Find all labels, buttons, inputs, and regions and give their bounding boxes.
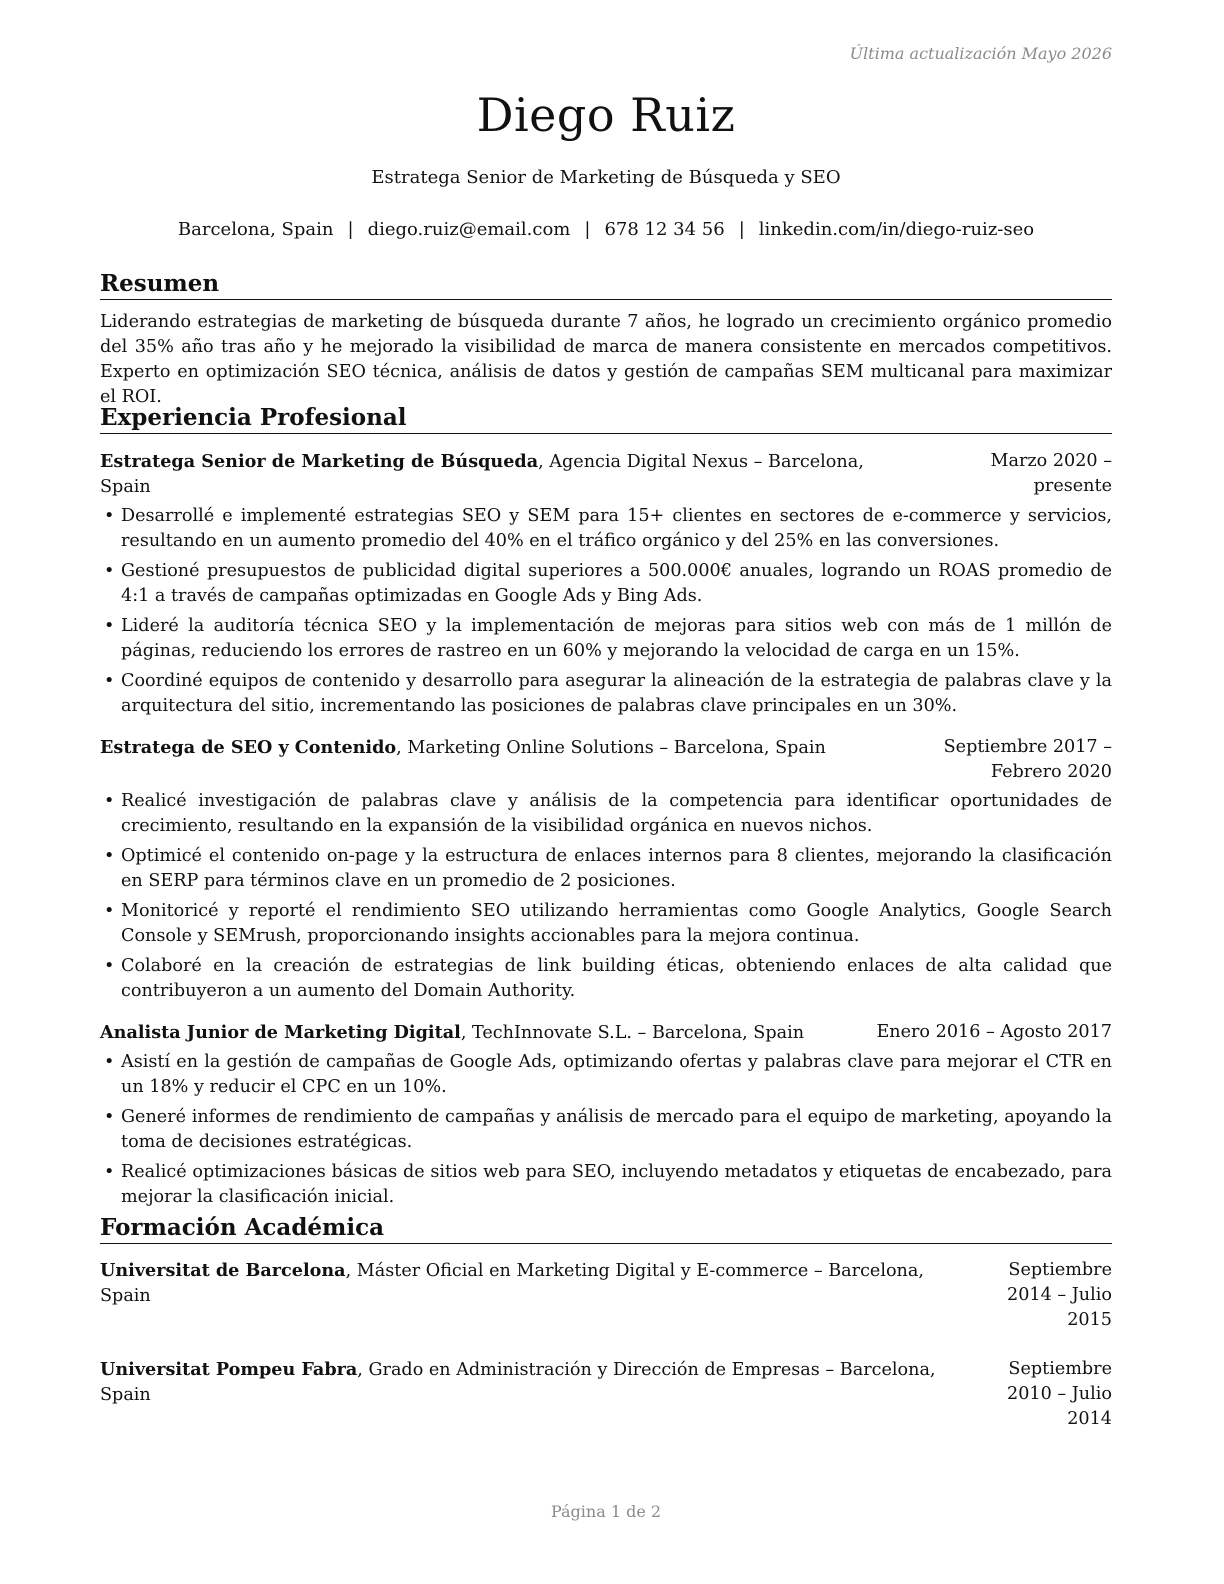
experience-section — [100, 404, 1112, 1215]
job-dates: Septiembre 2017 – Febrero 2020 — [943, 737, 1112, 782]
contact-separator: | — [738, 219, 745, 240]
list-item: • Optimicé el contenido on-page y la estructura de enlaces internos para 8 clientes, mejorando la clasificación en SERP para términos clave en un promedio de 2 posiciones. — [104, 846, 1112, 891]
bullet-icon: • — [104, 671, 115, 691]
bullet-icon: • — [104, 1052, 115, 1072]
list-item: • Asistí en la gestión de campañas de Google Ads, optimizando ofertas y palabras clave para mejorar el CTR en un 18% y reducir el CPC en un 10%. — [104, 1052, 1112, 1097]
education-degree: , Máster Oficial en Marketing Digital y E-commerce – Barcelona, Spain — [100, 1261, 924, 1306]
list-item: • Realicé investigación de palabras clave y análisis de la competencia para identificar oportunidades de crecimiento, resultando en la expansión de la visibilidad orgánica en nuevos nichos. — [104, 791, 1112, 836]
job-role: Estratega de SEO y Contenido — [100, 737, 397, 758]
contact-line — [100, 219, 1112, 240]
bullet-icon: • — [104, 791, 115, 811]
job-bullets — [100, 789, 1112, 1004]
resume-page — [100, 0, 1112, 1584]
job-dates: Marzo 2020 – presente — [990, 451, 1112, 496]
education-dates: Septiembre 2010 – Julio 2014 — [1007, 1359, 1112, 1429]
job-entry — [100, 735, 1112, 1004]
job-org: , Marketing Online Solutions – Barcelona, Spain — [396, 738, 826, 758]
bullet-icon: • — [104, 846, 115, 866]
education-dates: Septiembre 2014 – Julio 2015 — [1007, 1260, 1112, 1330]
contact-location: Barcelona, Spain — [177, 219, 334, 240]
bullet-icon: • — [104, 616, 115, 636]
bullet-icon: • — [104, 901, 115, 921]
education-entry — [100, 1357, 1112, 1432]
list-item: • Desarrollé e implementé estrategias SEO y SEM para 15+ clientes en sectores de e-commerce y servicios, resultando en un aumento promedio del 40% en el tráfico orgánico y del 25% en las conversiones. — [104, 506, 1112, 551]
candidate-title: Estratega Senior de Marketing de Búsqueda y SEO — [371, 167, 841, 188]
job-header — [100, 449, 1112, 500]
education-school: Universitat de Barcelona — [100, 1260, 346, 1281]
list-item: • Lideré la auditoría técnica SEO y la implementación de mejoras para sitios web con más de 1 millón de páginas, reduciendo los errores de rastreo en un 60% y mejorando la velocidad de carga en un 15%. — [104, 616, 1112, 661]
bullet-icon: • — [104, 1162, 115, 1182]
list-item: • Realicé optimizaciones básicas de sitios web para SEO, incluyendo metadatos y etiquetas de encabezado, para mejorar la clasificación inicial. — [104, 1162, 1112, 1207]
list-item: • Monitoricé y reporté el rendimiento SEO utilizando herramientas como Google Analytics, Google Search Console y SEMrush, proporcionando insights accionables para la mejora continua. — [104, 901, 1112, 946]
bullet-icon: • — [104, 561, 115, 581]
page-number: Página 1 de 2 — [550, 1502, 662, 1521]
candidate-name: Diego Ruiz — [476, 88, 736, 142]
education-entry — [100, 1258, 1112, 1333]
job-header — [100, 735, 1112, 785]
education-school: Universitat Pompeu Fabra — [100, 1359, 358, 1380]
section-title-education: Formación Académica — [100, 1214, 1112, 1244]
list-item: • Generé informes de rendimiento de campañas y análisis de mercado para el equipo de marketing, apoyando la toma de decisiones estratégicas. — [104, 1107, 1112, 1152]
job-org: , TechInnovate S.L. – Barcelona, Spain — [460, 1023, 805, 1043]
education-section — [100, 1214, 1112, 1432]
bullet-icon: • — [104, 506, 115, 526]
section-title-summary: Resumen — [100, 270, 1112, 300]
job-bullets — [100, 504, 1112, 719]
bullet-icon: • — [104, 956, 115, 976]
last-updated: Última actualización Mayo 2026 — [849, 44, 1112, 63]
list-item: • Gestioné presupuestos de publicidad digital superiores a 500.000€ anuales, logrando un ROAS promedio de 4:1 a través de campañas optimizadas en Google Ads y Bing Ads. — [104, 561, 1112, 606]
contact-linkedin[interactable]: linkedin.com/in/diego-ruiz-seo — [758, 219, 1035, 240]
job-role: Analista Junior de Marketing Digital — [100, 1022, 461, 1043]
contact-separator: | — [584, 219, 591, 240]
job-dates: Enero 2016 – Agosto 2017 — [876, 1022, 1112, 1042]
contact-phone: 678 12 34 56 — [604, 219, 725, 240]
summary-section — [100, 270, 1112, 410]
contact-email[interactable]: diego.ruiz@email.com — [367, 219, 571, 240]
section-title-experience: Experiencia Profesional — [100, 404, 1112, 434]
job-role: Estratega Senior de Marketing de Búsqueda — [100, 451, 539, 472]
list-item: • Colaboré en la creación de estrategias de link building éticas, obteniendo enlaces de alta calidad que contribuyeron a un aumento del Domain Authority. — [104, 956, 1112, 1001]
bullet-icon: • — [104, 1107, 115, 1127]
summary-text: Liderando estrategias de marketing de búsqueda durante 7 años, he logrado un crecimiento orgánico promedio del 35% año tras año y he mejorado la visibilidad de marca de manera consistente en mercados competitivos. Experto en optimización SEO técnica, análisis de datos y gestión de campañas SEM multicanal para maximizar el ROI. — [100, 312, 1112, 407]
job-header — [100, 1020, 1112, 1046]
job-org: , Agencia Digital Nexus – Barcelona, Spain — [100, 452, 864, 497]
job-bullets — [100, 1050, 1112, 1210]
job-entry — [100, 1020, 1112, 1210]
list-item: • Coordiné equipos de contenido y desarrollo para asegurar la alineación de la estrategia de palabras clave y la arquitectura del sitio, incrementando las posiciones de palabras clave principales en un 30%. — [104, 671, 1112, 716]
job-entry — [100, 449, 1112, 719]
education-degree: , Grado en Administración y Dirección de Empresas – Barcelona, Spain — [100, 1360, 936, 1405]
contact-separator: | — [347, 219, 354, 240]
